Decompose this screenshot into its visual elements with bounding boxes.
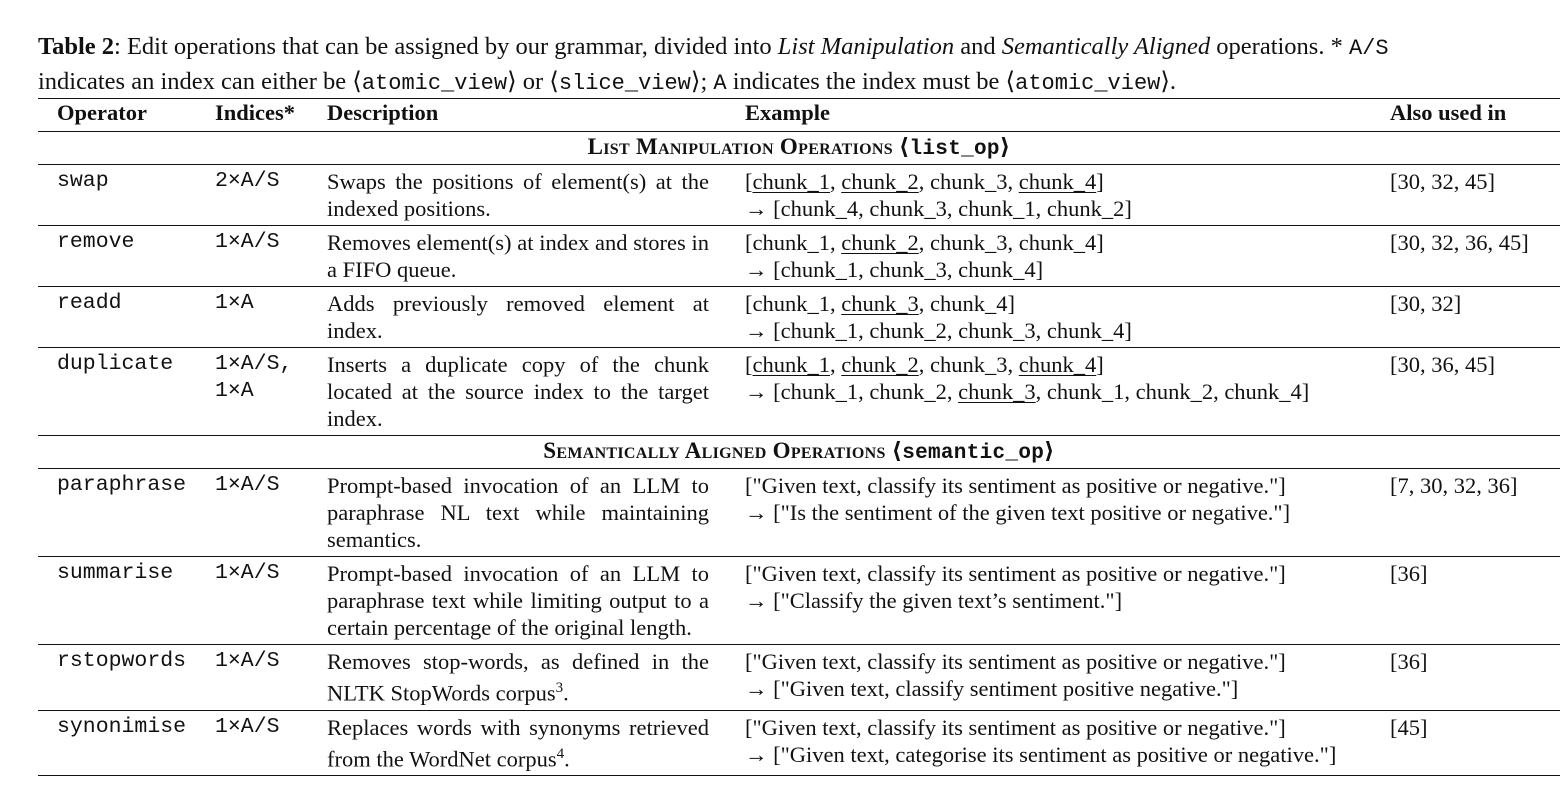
description-cell — [327, 287, 745, 348]
table-row — [38, 469, 1560, 557]
also-used-cell: [45] — [1390, 710, 1560, 776]
example-line — [745, 378, 1390, 405]
section-header-semantic: Semantically Aligned Operations ⟨semantic_op⟩ — [38, 436, 1560, 469]
indexed-chunk: chunk_3 — [958, 379, 1036, 404]
indices-cell: 1×A/S — [215, 469, 327, 557]
example-line — [745, 229, 1390, 256]
also-used-cell: [7, 30, 32, 36] — [1390, 469, 1560, 557]
example-text: , — [830, 169, 842, 194]
section-header-list: List Manipulation Operations ⟨list_op⟩ — [38, 132, 1560, 165]
indexed-chunk: chunk_4 — [1018, 169, 1097, 194]
footnote-marker: 3 — [555, 680, 564, 696]
indices-cell: 1×A/S — [215, 710, 327, 776]
example-line: → ["Given text, categorise its sentiment as positive or negative."] — [745, 741, 1337, 767]
example-cell — [745, 287, 1390, 348]
example-line — [745, 290, 1390, 317]
also-used-cell: [30, 32, 45] — [1390, 165, 1560, 226]
example-text: , chunk_1, chunk_2, chunk_4] — [1035, 379, 1310, 404]
description-text: Prompt-based invocation of an LLM to paraphrase NL text while maintaining semantics. — [327, 473, 709, 552]
example-text: , chunk_4] — [918, 291, 1015, 316]
table-row — [38, 348, 1560, 436]
indices-line: 1×A/S, — [215, 352, 293, 376]
operator-cell: duplicate — [38, 348, 215, 436]
indices-cell: 1×A/S — [215, 557, 327, 645]
indices-line: 1×A — [215, 379, 254, 403]
description-text: Removes stop-words, as defined in the NLTK StopWords corpus — [327, 649, 709, 706]
footnote-marker: 4 — [556, 745, 565, 762]
description-text: Swaps the positions of element(s) at the indexed positions. — [327, 169, 709, 221]
operator-cell: remove — [38, 226, 215, 287]
example-line: → ["Given text, classify sentiment positive negative."] — [745, 676, 1239, 701]
table-row — [38, 710, 1560, 776]
indexed-chunk: chunk_2 — [841, 169, 919, 194]
caption-text: and — [954, 33, 1002, 60]
example-line: → [chunk_1, chunk_2, chunk_3, chunk_4] — [745, 318, 1132, 343]
also-used-cell: [36] — [1390, 557, 1560, 645]
operator-cell: rstopwords — [38, 645, 215, 711]
example-line: ["Given text, classify its sentiment as positive or negative."] — [745, 473, 1286, 498]
example-cell — [745, 348, 1390, 436]
header-example: Example — [745, 99, 1390, 132]
indices-cell: 1×A/S — [215, 226, 327, 287]
table-row — [38, 557, 1560, 645]
example-line: → ["Is the sentiment of the given text positive or negative."] — [745, 500, 1291, 525]
example-text: [ — [745, 169, 753, 194]
description-text: Removes element(s) at index and stores in a FIFO queue. — [327, 230, 709, 282]
example-cell — [745, 226, 1390, 287]
operations-table — [38, 98, 1560, 776]
example-cell — [745, 645, 1390, 711]
example-cell — [745, 165, 1390, 226]
caption-italic: Semantically Aligned — [1001, 33, 1211, 60]
example-cell — [745, 469, 1390, 557]
example-cell — [745, 557, 1390, 645]
indexed-chunk: chunk_4 — [1018, 352, 1097, 377]
example-text: , chunk_3, chunk_4] — [918, 230, 1104, 255]
operator-cell: readd — [38, 287, 215, 348]
caption-text: indicates an index can either be ⟨ — [38, 68, 362, 95]
example-text: [ — [745, 352, 753, 377]
caption-text: ⟩. — [1160, 68, 1177, 95]
description-text: Prompt-based invocation of an LLM to paraphrase text while limiting output to a certain percentage of the original length. — [327, 561, 709, 640]
example-text: [chunk_1, — [745, 291, 842, 316]
indices-cell: 2×A/S — [215, 165, 327, 226]
header-row — [38, 99, 1560, 132]
also-used-cell: [30, 32, 36, 45] — [1390, 226, 1560, 287]
description-text: Replaces words with synonyms retrieved from the WordNet corpus — [327, 714, 709, 771]
example-line — [745, 351, 1390, 378]
section-code: list_op — [909, 138, 1000, 161]
example-line: → [chunk_4, chunk_3, chunk_1, chunk_2] — [745, 196, 1132, 221]
description-cell: Removes stop-words, as defined in the NLTK StopWords corpus$^3$. — [327, 645, 745, 711]
description-cell: Replaces words with synonyms retrieved from the WordNet corpus$^4$. — [327, 710, 745, 776]
indexed-chunk: chunk_2 — [841, 230, 919, 255]
caption-line-2 — [38, 65, 1564, 100]
description-cell — [327, 165, 745, 226]
caption-code: slice_view — [558, 71, 691, 96]
example-text: ] — [1096, 352, 1104, 377]
table-row — [38, 287, 1560, 348]
table-row — [38, 226, 1560, 287]
caption-italic: List Manipulation — [777, 33, 955, 60]
table-caption — [38, 30, 1564, 100]
example-text: [chunk_1, — [745, 230, 842, 255]
table-row — [38, 645, 1560, 711]
operator-cell: swap — [38, 165, 215, 226]
caption-code: A — [713, 71, 727, 96]
indices-cell: 1×A — [215, 287, 327, 348]
indexed-chunk: chunk_1 — [752, 169, 830, 194]
caption-text: ⟩; — [690, 68, 714, 95]
description-text: Inserts a duplicate copy of the chunk located at the source index to the target index. — [327, 352, 709, 431]
caption-line-1 — [38, 30, 1564, 65]
also-used-cell: [30, 32] — [1390, 287, 1560, 348]
also-used-cell: [30, 36, 45] — [1390, 348, 1560, 436]
also-used-cell: [36] — [1390, 645, 1560, 711]
caption-code: atomic_view — [1015, 71, 1161, 96]
indices-cell — [215, 348, 327, 436]
operator-cell: summarise — [38, 557, 215, 645]
caption-code: atomic_view — [361, 71, 508, 96]
caption-text: : Edit operations that can be assigned by our grammar, divided into — [114, 33, 778, 60]
example-line: → ["Classify the given text’s sentiment."] — [745, 588, 1123, 613]
caption-text: ⟩ or ⟨ — [507, 68, 559, 95]
indexed-chunk: chunk_1 — [752, 352, 830, 377]
caption-text: operations. * — [1210, 33, 1349, 60]
description-cell — [327, 557, 745, 645]
example-line: ["Given text, classify its sentiment as positive or negative."] — [745, 714, 1286, 740]
header-indices: Indices* — [215, 99, 327, 132]
description-text: Adds previously removed element at index. — [327, 291, 709, 343]
section-code: semantic_op — [902, 442, 1045, 465]
table-row — [38, 165, 1560, 226]
table-label: Table 2 — [38, 33, 115, 60]
section-title: Semantically Aligned Operations — [543, 438, 886, 463]
indexed-chunk: chunk_3 — [841, 291, 919, 316]
description-cell — [327, 348, 745, 436]
header-description: Description — [327, 99, 745, 132]
description-cell — [327, 469, 745, 557]
example-cell — [745, 710, 1390, 776]
example-line: → [chunk_1, chunk_3, chunk_4] — [745, 257, 1044, 282]
section-title: List Manipulation Operations — [587, 134, 893, 159]
header-operator: Operator — [38, 99, 215, 132]
example-text: ] — [1096, 169, 1104, 194]
example-line: ["Given text, classify its sentiment as positive or negative."] — [745, 561, 1286, 586]
example-line: ["Given text, classify its sentiment as positive or negative."] — [745, 649, 1286, 674]
example-text: → [chunk_1, chunk_2, — [745, 379, 959, 404]
indexed-chunk: chunk_2 — [841, 352, 919, 377]
example-text: , chunk_3, — [918, 352, 1019, 377]
caption-text: indicates the index must be ⟨ — [726, 68, 1016, 95]
description-cell — [327, 226, 745, 287]
example-line — [745, 168, 1390, 195]
operator-cell: paraphrase — [38, 469, 215, 557]
example-text: , chunk_3, — [918, 169, 1019, 194]
operator-cell: synonimise — [38, 710, 215, 776]
header-also-used: Also used in — [1390, 99, 1560, 132]
example-text: , — [830, 352, 842, 377]
caption-code: A/S — [1348, 36, 1389, 61]
indices-cell: 1×A/S — [215, 645, 327, 711]
